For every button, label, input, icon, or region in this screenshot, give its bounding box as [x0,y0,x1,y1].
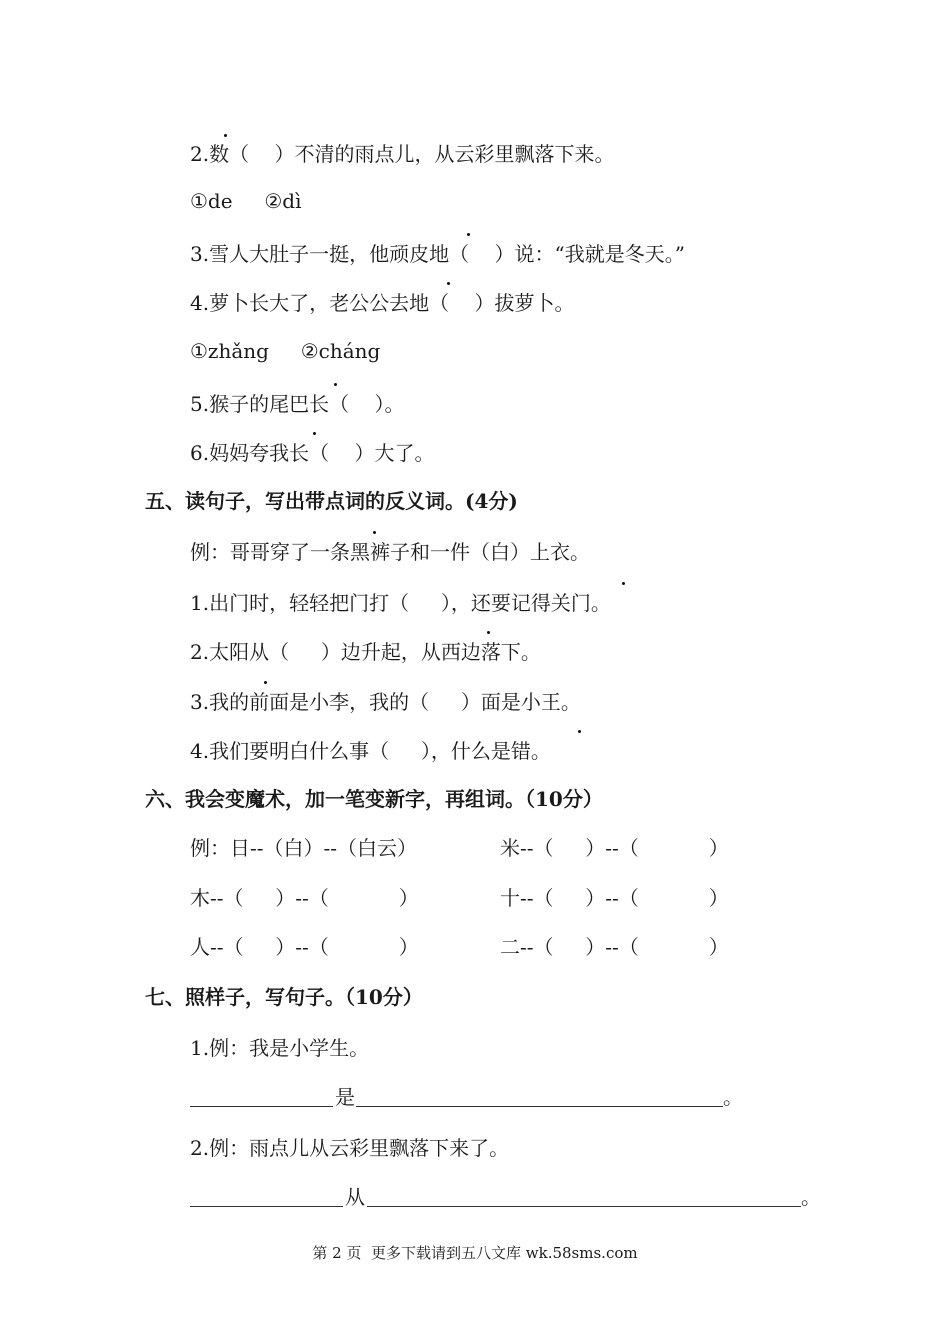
emphasis-dot [264,681,267,684]
question-4-6: 6.妈妈夸我长（ ）大了。 [190,441,435,465]
word-build-row: 二--（ ）--（ ） [500,935,729,959]
question-4-3: 3.雪人大肚子一挺，他顽皮地（ ）说：“我就是冬天。” [190,242,685,266]
question-5-3: 3.我的前面是小李，我的（ ）面是小王。 [190,690,581,714]
emphasis-dot [313,432,316,435]
emphasis-dot [447,282,450,285]
section-6-title: 六、我会变魔术，加一笔变新字，再组词。（10分） [145,787,603,811]
answer-line[interactable] [356,1106,723,1107]
question-5-1: 1.出门时，轻轻把门打（ ），还要记得关门。 [190,591,611,615]
word-build-row: 人--（ ）--（ ） [190,935,419,959]
section-5-example: 例：哥哥穿了一条黑裤子和一件（白）上衣。 [190,540,590,564]
emphasis-dot [578,730,581,733]
emphasis-dot [373,531,376,534]
question-4-5: 5.猴子的尾巴长（ ）。 [190,392,405,416]
question-5-4: 4.我们要明白什么事（ ），什么是错。 [190,739,551,763]
section-5-title: 五、读句子，写出带点词的反义词。(4分) [145,489,518,513]
answer-line[interactable] [367,1206,801,1207]
word-build-row: 十--（ ）--（ ） [500,886,729,910]
sentence-example-2: 2.例：雨点儿从云彩里飘落下来了。 [190,1136,510,1160]
question-4-4: 4.萝卜长大了，老公公去地（ ）拔萝卜。 [190,291,575,315]
question-5-2: 2.太阳从（ ）边升起，从西边落下。 [190,640,541,664]
section-6-example: 例：日--（白）--（白云） [190,836,418,860]
sentence-connector-1: 是 [335,1085,355,1109]
pinyin-options-4-45: ①zhǎng ②cháng [190,339,381,363]
sentence-example-1: 1.例：我是小学生。 [190,1036,370,1060]
question-4-2: 2.数（ ）不清的雨点儿，从云彩里飘落下来。 [190,142,615,166]
emphasis-dot [622,582,625,585]
emphasis-dot [467,233,470,236]
answer-line[interactable] [190,1206,343,1207]
word-build-row: 米--（ ）--（ ） [500,836,729,860]
sentence-period-1: 。 [723,1085,743,1109]
emphasis-dot [334,383,337,386]
pinyin-options-4-2: ①de ②dì [190,189,302,213]
word-build-row: 木--（ ）--（ ） [190,886,419,910]
sentence-period-2: 。 [801,1185,821,1209]
section-7-title: 七、照样子，写句子。（10分） [145,985,423,1009]
page-footer: 第 2 页 更多下载请到五八文库 wk.58sms.com [312,1244,638,1262]
emphasis-dot [224,134,227,137]
sentence-connector-2: 从 [345,1185,365,1209]
answer-line[interactable] [190,1106,333,1107]
emphasis-dot [487,631,490,634]
